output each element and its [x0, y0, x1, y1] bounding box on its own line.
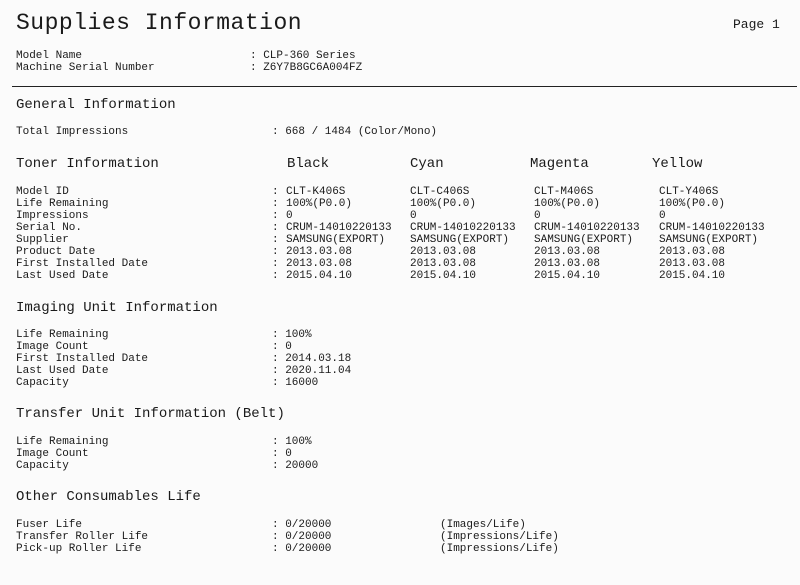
toner-cell: 0	[410, 210, 417, 222]
toner-cell: CLT-Y406S	[659, 186, 719, 198]
other-row-value: : 0/20000	[272, 543, 332, 555]
toner-row-colon: :	[272, 258, 279, 270]
other-row-unit: (Impressions/Life)	[440, 531, 559, 543]
toner-cell: 0	[659, 210, 666, 222]
toner-row-label: Impressions	[16, 210, 89, 222]
toner-cell: CLT-K406S	[286, 186, 346, 198]
transfer-row-value: : 20000	[272, 460, 319, 472]
imaging-row-value: : 2014.03.18	[272, 353, 352, 365]
toner-cell: 2013.03.08	[659, 258, 726, 270]
other-row-unit: (Impressions/Life)	[440, 543, 559, 555]
toner-row-colon: :	[272, 234, 279, 246]
toner-cell: 2013.03.08	[410, 246, 477, 258]
toner-cell: 2013.03.08	[659, 246, 726, 258]
toner-row-colon: :	[272, 210, 279, 222]
toner-row-label: Supplier	[16, 234, 69, 246]
toner-row-colon: :	[272, 198, 279, 210]
toner-cell: 100%(P0.0)	[659, 198, 726, 210]
general-heading: General Information	[16, 97, 176, 113]
page-title: Supplies Information	[16, 10, 303, 36]
other-row-label: Transfer Roller Life	[16, 531, 149, 543]
toner-cell: 2015.04.10	[534, 270, 601, 282]
total-impressions-value: : 668 / 1484 (Color/Mono)	[272, 126, 438, 138]
toner-row-label: Serial No.	[16, 222, 83, 234]
toner-row-label: Life Remaining	[16, 198, 109, 210]
toner-cell: 2015.04.10	[410, 270, 477, 282]
imaging-row-value: : 2020.11.04	[272, 365, 352, 377]
toner-cell: 2013.03.08	[534, 246, 601, 258]
imaging-row-label: First Installed Date	[16, 353, 149, 365]
model-name-value: : CLP-360 Series	[250, 50, 356, 62]
imaging-row-label: Life Remaining	[16, 329, 109, 341]
header-divider	[12, 86, 797, 87]
toner-cell: 100%(P0.0)	[534, 198, 601, 210]
toner-cell: SAMSUNG(EXPORT)	[534, 234, 634, 246]
toner-heading: Toner Information	[16, 156, 159, 172]
transfer-row-value: : 100%	[272, 436, 312, 448]
toner-cell: CRUM-14010220133	[534, 222, 640, 234]
other-row-value: : 0/20000	[272, 531, 332, 543]
toner-cell: 100%(P0.0)	[410, 198, 477, 210]
toner-cell: 0	[534, 210, 541, 222]
toner-cell: 2013.03.08	[534, 258, 601, 270]
toner-color-cyan: Cyan	[410, 156, 444, 172]
toner-row-label: Last Used Date	[16, 270, 109, 282]
imaging-row-value: : 100%	[272, 329, 312, 341]
transfer-row-value: : 0	[272, 448, 292, 460]
toner-row-colon: :	[272, 186, 279, 198]
total-impressions-label: Total Impressions	[16, 126, 129, 138]
toner-cell: 0	[286, 210, 293, 222]
other-row-label: Pick-up Roller Life	[16, 543, 142, 555]
other-row-value: : 0/20000	[272, 519, 332, 531]
imaging-row-label: Image Count	[16, 341, 89, 353]
toner-row-label: First Installed Date	[16, 258, 149, 270]
toner-color-yellow: Yellow	[652, 156, 703, 172]
transfer-row-label: Capacity	[16, 460, 69, 472]
toner-cell: CLT-C406S	[410, 186, 470, 198]
other-row-unit: (Images/Life)	[440, 519, 526, 531]
toner-cell: 2013.03.08	[286, 246, 353, 258]
toner-cell: 2013.03.08	[410, 258, 477, 270]
imaging-row-label: Capacity	[16, 377, 69, 389]
other-row-label: Fuser Life	[16, 519, 83, 531]
imaging-heading: Imaging Unit Information	[16, 300, 218, 316]
toner-cell: CRUM-14010220133	[659, 222, 765, 234]
toner-cell: 100%(P0.0)	[286, 198, 353, 210]
toner-row-colon: :	[272, 270, 279, 282]
toner-cell: 2013.03.08	[286, 258, 353, 270]
toner-cell: 2015.04.10	[286, 270, 353, 282]
toner-cell: CRUM-14010220133	[286, 222, 392, 234]
toner-cell: SAMSUNG(EXPORT)	[659, 234, 759, 246]
transfer-row-label: Image Count	[16, 448, 89, 460]
toner-cell: SAMSUNG(EXPORT)	[286, 234, 386, 246]
other-heading: Other Consumables Life	[16, 489, 201, 505]
imaging-row-label: Last Used Date	[16, 365, 109, 377]
toner-row-colon: :	[272, 246, 279, 258]
model-name-label: Model Name	[16, 50, 83, 62]
toner-color-magenta: Magenta	[530, 156, 589, 172]
transfer-row-label: Life Remaining	[16, 436, 109, 448]
toner-row-label: Model ID	[16, 186, 69, 198]
serial-value: : Z6Y7B8GC6A004FZ	[250, 62, 363, 74]
toner-row-colon: :	[272, 222, 279, 234]
page-number: Page 1	[733, 17, 780, 32]
toner-row-label: Product Date	[16, 246, 96, 258]
serial-label: Machine Serial Number	[16, 62, 155, 74]
toner-cell: SAMSUNG(EXPORT)	[410, 234, 510, 246]
transfer-heading: Transfer Unit Information (Belt)	[16, 406, 285, 422]
toner-cell: 2015.04.10	[659, 270, 726, 282]
toner-color-black: Black	[287, 156, 330, 172]
imaging-row-value: : 16000	[272, 377, 319, 389]
toner-cell: CRUM-14010220133	[410, 222, 516, 234]
imaging-row-value: : 0	[272, 341, 292, 353]
toner-cell: CLT-M406S	[534, 186, 594, 198]
